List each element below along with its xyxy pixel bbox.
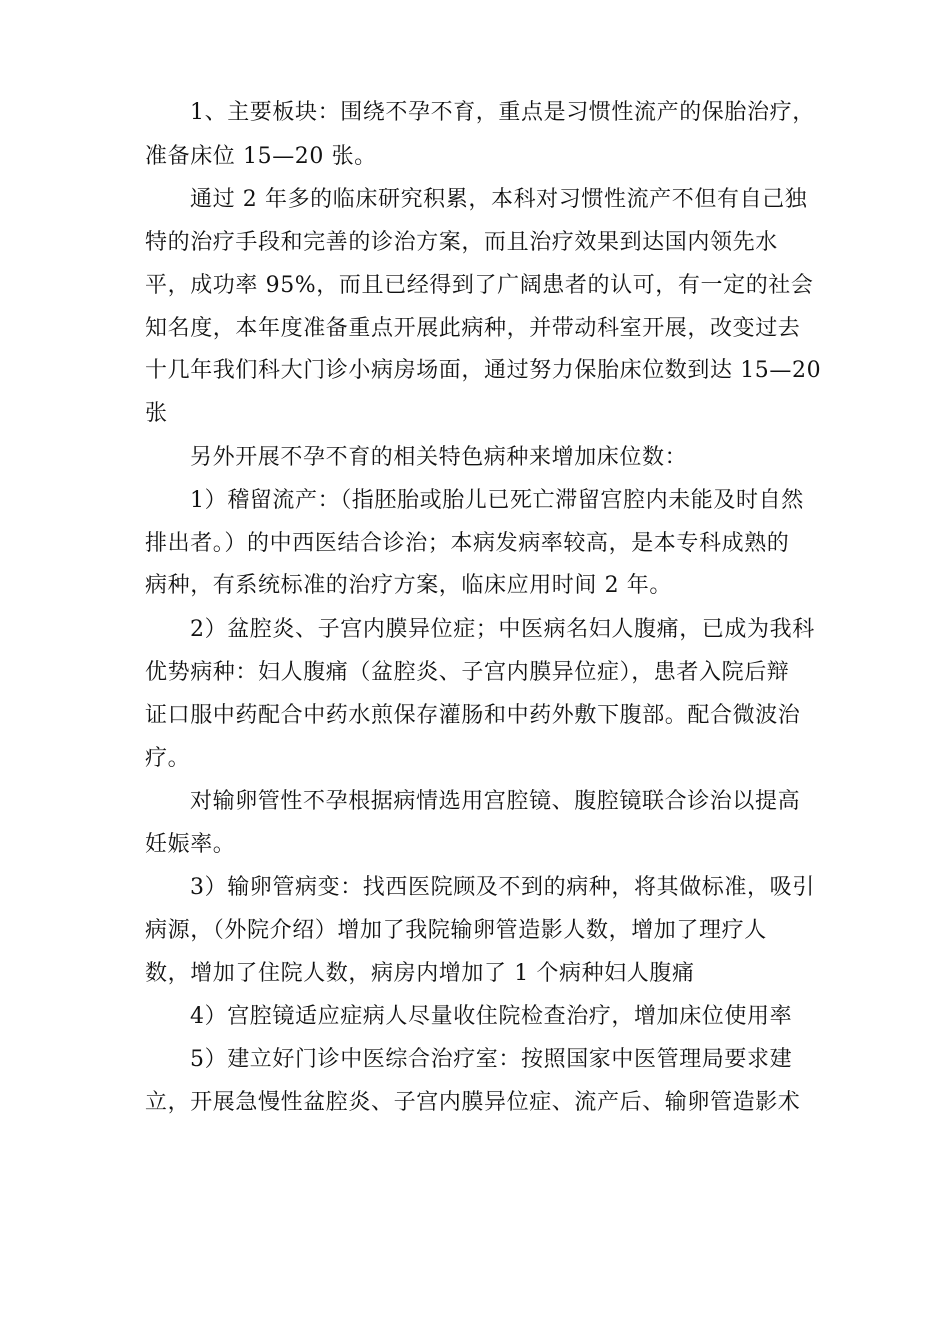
paragraph-5-line-1: 2）盆腔炎、子宫内膜异位症；中医病名妇人腹痛，已成为我科 [190, 617, 815, 642]
paragraph-2-line-5: 十几年我们科大门诊小病房场面，通过努力保胎床位数到达 15—20 [145, 358, 822, 383]
paragraph-7-line-2: 病源，（外院介绍）增加了我院输卵管造影人数，增加了理疗人 [145, 918, 767, 943]
paragraph-1-line-1: 1、主要板块：围绕不孕不育，重点是习惯性流产的保胎治疗， [190, 100, 815, 125]
paragraph-4-line-2: 排出者。）的中西医结合诊治；本病发病率较高，是本专科成熟的 [145, 531, 790, 556]
paragraph-5-line-2: 优势病种：妇人腹痛（盆腔炎、子宫内膜异位症），患者入院后辩 [145, 660, 790, 685]
paragraph-4-line-1: 1）稽留流产：（指胚胎或胎儿已死亡滞留宫腔内未能及时自然 [190, 488, 804, 513]
paragraph-7-line-3: 数，增加了住院人数，病房内增加了 1 个病种妇人腹痛 [145, 961, 695, 986]
paragraph-9-line-2: 立，开展急慢性盆腔炎、子宫内膜异位症、流产后、输卵管造影术 [145, 1090, 801, 1115]
paragraph-7-line-1: 3）输卵管病变：找西医院顾及不到的病种，将其做标准，吸引 [190, 875, 815, 900]
paragraph-1-line-2: 准备床位 15—20 张。 [145, 144, 377, 169]
paragraph-2-line-3: 平，成功率 95%，而且已经得到了广阔患者的认可，有一定的社会 [145, 273, 814, 298]
paragraph-6-line-2: 妊娠率。 [145, 832, 236, 857]
paragraph-4-line-3: 病种，有系统标准的治疗方案，临床应用时间 2 年。 [145, 573, 672, 598]
paragraph-5-line-3: 证口服中药配合中药水煎保存灌肠和中药外敷下腹部。配合微波治 [145, 703, 801, 728]
paragraph-2-line-4: 知名度，本年度准备重点开展此病种，并带动科室开展，改变过去 [145, 316, 801, 341]
paragraph-2-line-2: 特的治疗手段和完善的诊治方案，而且治疗效果到达国内领先水 [145, 230, 778, 255]
paragraph-5-line-4: 疗。 [145, 746, 191, 771]
paragraph-8-line-1: 4）宫腔镜适应症病人尽量收住院检查治疗，增加床位使用率 [190, 1004, 793, 1029]
paragraph-2-line-6: 张 [145, 401, 168, 426]
paragraph-9-line-1: 5）建立好门诊中医综合治疗室：按照国家中医管理局要求建 [190, 1047, 793, 1072]
paragraph-2-line-1: 通过 2 年多的临床研究积累，本科对习惯性流产不但有自己独 [190, 187, 808, 212]
paragraph-3-line-1: 另外开展不孕不育的相关特色病种来增加床位数： [190, 445, 688, 470]
paragraph-6-line-1: 对输卵管性不孕根据病情选用宫腔镜、腹腔镜联合诊治以提高 [190, 789, 801, 814]
